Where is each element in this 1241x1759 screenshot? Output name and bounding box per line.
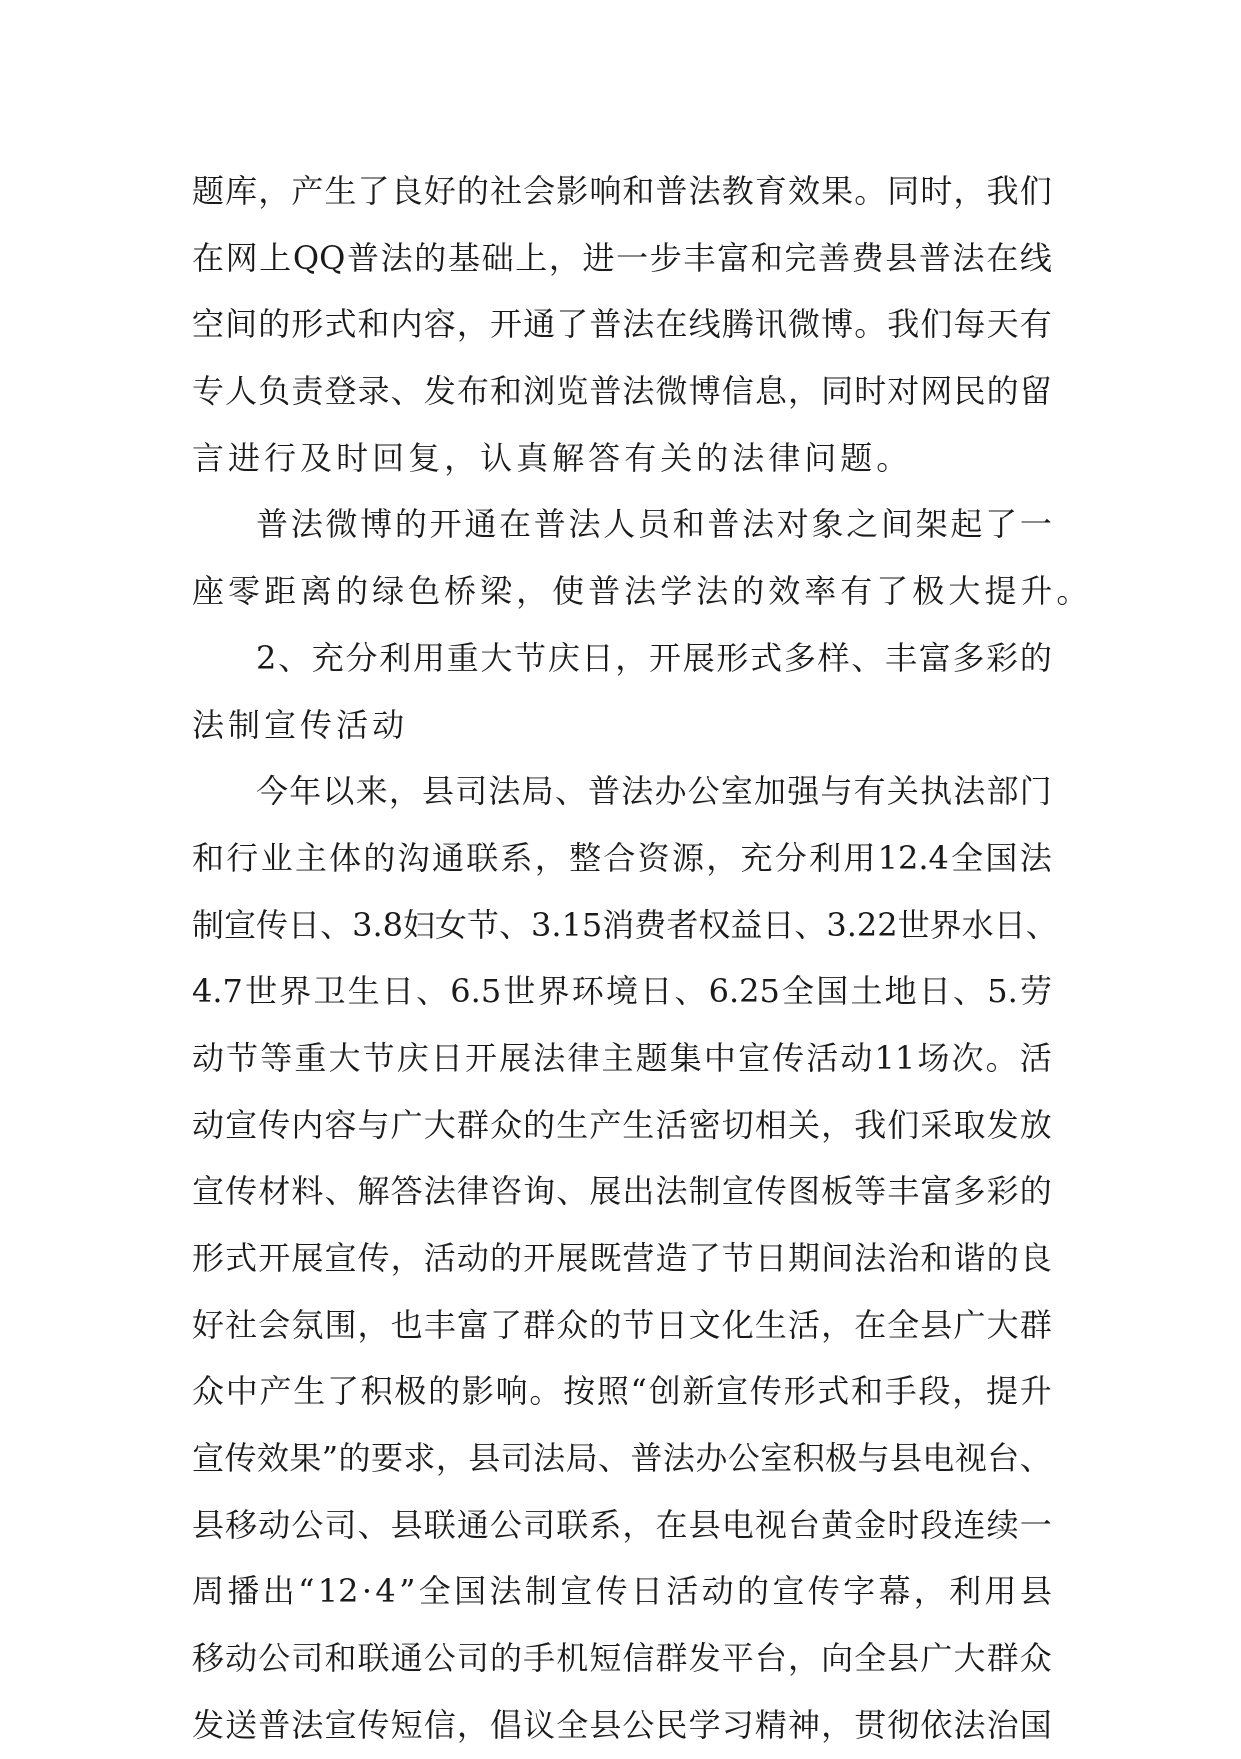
text-line: 发 送 普 法 宣 传 短 信 ， 倡 议 全 县 公 民 学 习 精 神 ， 贯 彻 依 法 治 国 xyxy=(192,1705,1052,1744)
text-line: 县 移 动 公 司 、 县 联 通 公 司 联 系 ， 在 县 电 视 台 黄 金 时 段 连 续 一 xyxy=(192,1505,1052,1544)
text-line: 法 制 宣 传 活 动 xyxy=(192,705,409,744)
text-line: 宣 传 材 料 、 解 答 法 律 咨 询 、 展 出 法 制 宣 传 图 板 等 丰 富 多 彩 的 xyxy=(192,1172,1052,1211)
text-line: 言 进 行 及 时 回 复 ， 认 真 解 答 有 关 的 法 律 问 题 。 xyxy=(192,438,913,477)
text-line: 动 节 等 重 大 节 庆 日 开 展 法 律 主 题 集 中 宣 传 活 动 11 场 次 。 活 xyxy=(192,1038,1052,1077)
text-line: 在 网 上 QQ 普 法 的 基 础 上 ， 进 一 步 丰 富 和 完 善 费 县 普 法 在 线 xyxy=(192,238,1052,277)
text-line: 专 人 负 责 登 录 、 发 布 和 浏 览 普 法 微 博 信 息 ， 同 时 对 网 民 的 留 xyxy=(192,372,1052,411)
text-line: 4.7 世 界 卫 生 日 、 6.5 世 界 环 境 日 、 6.25 全 国 土 地 日 、 5. 劳 xyxy=(192,972,1052,1011)
text-line: 座 零 距 离 的 绿 色 桥 梁 ， 使 普 法 学 法 的 效 率 有 了 极 大 提 升 。 xyxy=(192,572,1093,611)
text-line: 好 社 会 氛 围 ， 也 丰 富 了 群 众 的 节 日 文 化 生 活 ， 在 全 县 广 大 群 xyxy=(192,1305,1052,1344)
text-line: 形 式 开 展 宣 传 ， 活 动 的 开 展 既 营 造 了 节 日 期 间 法 治 和 谐 的 良 xyxy=(192,1239,1052,1277)
text-line: 和 行 业 主 体 的 沟 通 联 系 ， 整 合 资 源 ， 充 分 利 用 12.4 全 国 法 xyxy=(192,838,1052,877)
text-line: 制 宣 传 日 、 3.8 妇 女 节 、 3.15 消 费 者 权 益 日 、 3.22 世 界 水 日 、 xyxy=(192,905,1058,944)
text-line: 题 库 ， 产 生 了 良 好 的 社 会 影 响 和 普 法 教 育 效 果 。 同 时 ， 我 们 xyxy=(192,172,1052,210)
text-line: 宣 传 效 果 ” 的 要 求 ， 县 司 法 局 、 普 法 办 公 室 积 极 与 县 电 视 台 、 xyxy=(192,1439,1052,1478)
text-line: 空 间 的 形 式 和 内 容 ， 开 通 了 普 法 在 线 腾 讯 微 博 。 我 们 每 天 有 xyxy=(192,305,1052,344)
text-line: 今 年 以 来 ， 县 司 法 局 、 普 法 办 公 室 加 强 与 有 关 执 法 部 门 xyxy=(256,772,1052,811)
text-line: 动 宣 传 内 容 与 广 大 群 众 的 生 产 生 活 密 切 相 关 ， 我 们 采 取 发 放 xyxy=(192,1105,1052,1144)
body-text xyxy=(192,158,1093,1759)
text-line: 周 播 出 “ 12 · 4 ” 全 国 法 制 宣 传 日 活 动 的 宣 传 字 幕 ， 利 用 县 xyxy=(192,1572,1052,1611)
text-line: 2 、 充 分 利 用 重 大 节 庆 日 ， 开 展 形 式 多 样 、 丰 富 多 彩 的 xyxy=(256,638,1052,677)
text-line: 普 法 微 博 的 开 通 在 普 法 人 员 和 普 法 对 象 之 间 架 起 了 一 xyxy=(256,505,1052,544)
text-line: 众 中 产 生 了 积 极 的 影 响 。 按 照 “ 创 新 宣 传 形 式 和 手 段 ， 提 升 xyxy=(192,1372,1052,1411)
text-line: 移 动 公 司 和 联 通 公 司 的 手 机 短 信 群 发 平 台 ， 向 全 县 广 大 群 众 xyxy=(192,1639,1052,1678)
